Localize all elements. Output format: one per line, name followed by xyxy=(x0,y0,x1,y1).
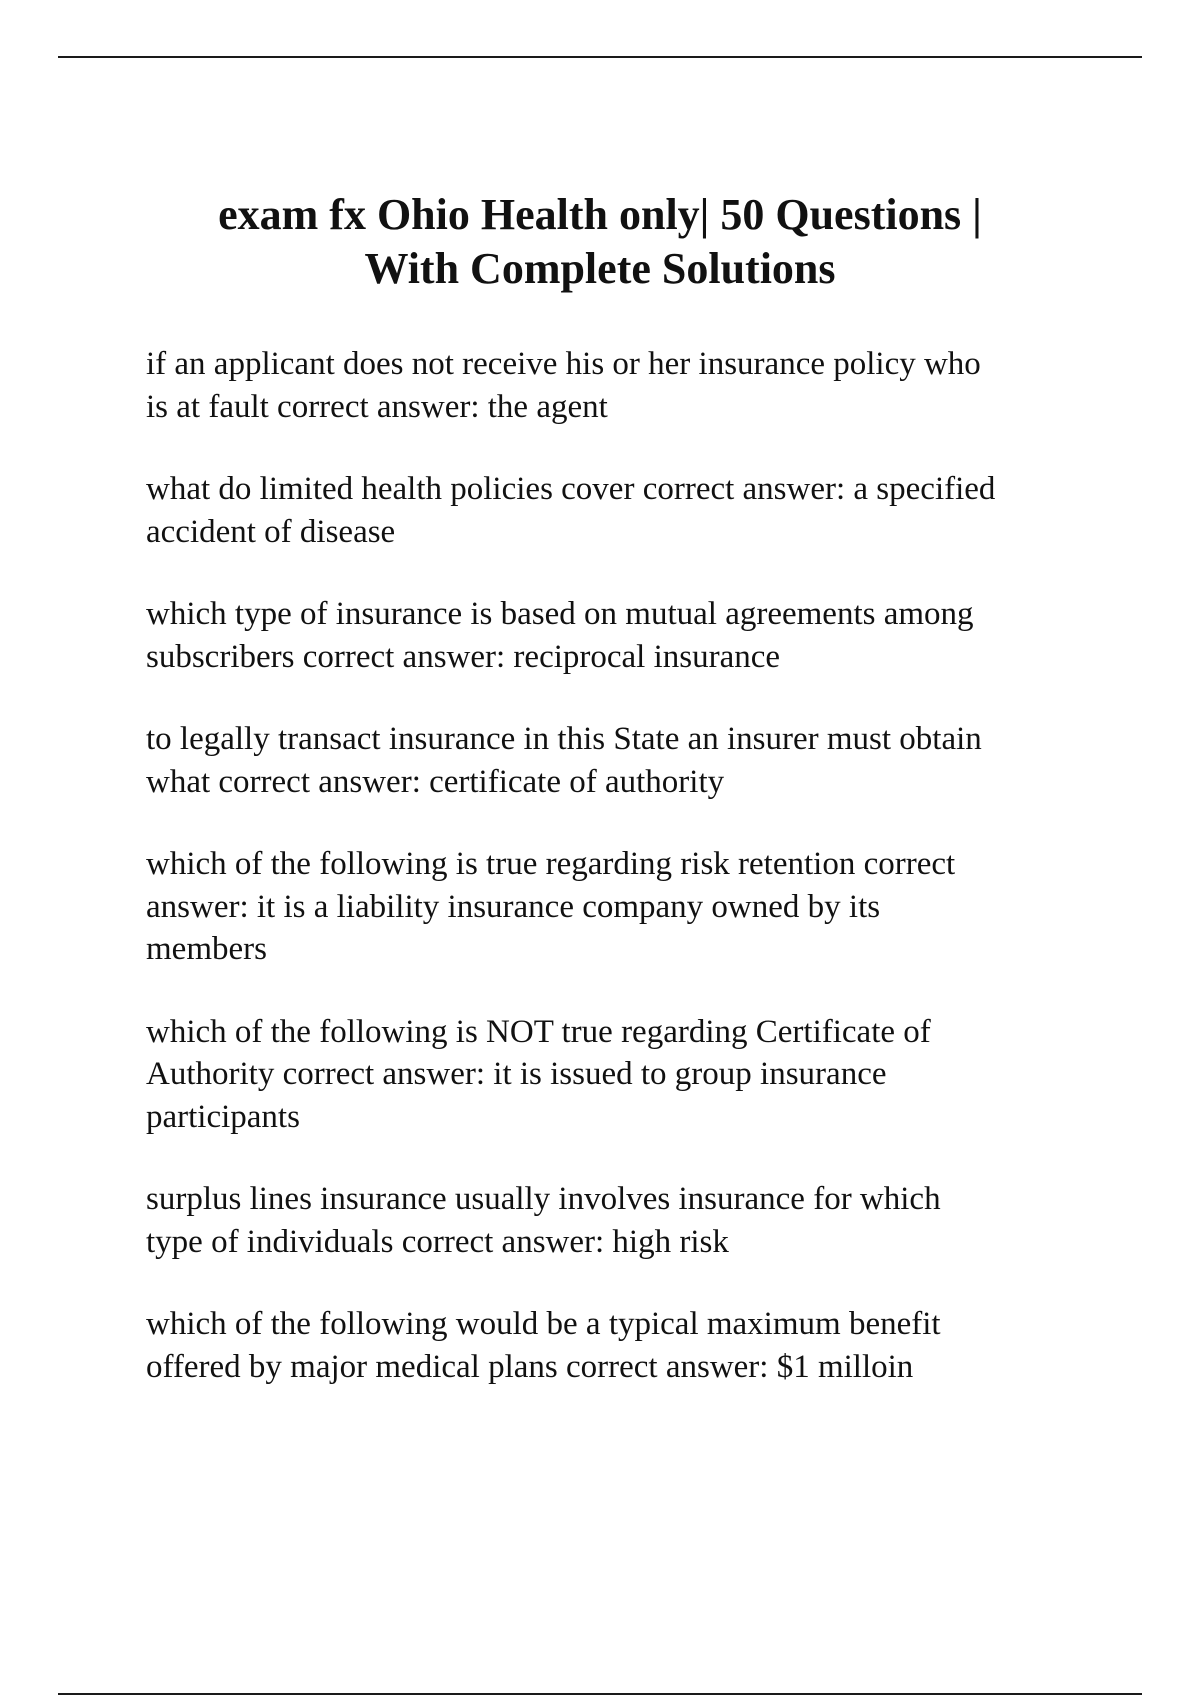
qa-line: which of the following is NOT true regarding Certificate of xyxy=(146,1013,931,1050)
qa-line: answer: it is a liability insurance company owned by its xyxy=(146,888,881,925)
question-answer-list xyxy=(146,343,1106,1428)
title-line: exam fx Ohio Health only| 50 Questions | xyxy=(218,190,982,239)
bottom-rule xyxy=(58,1693,1142,1695)
qa-line: Authority correct answer: it is issued to group insurance xyxy=(146,1056,887,1092)
document-title xyxy=(100,188,1100,296)
qa-item-4 xyxy=(146,718,1106,803)
qa-line: is at fault correct answer: the agent xyxy=(146,388,608,425)
qa-item-5 xyxy=(146,843,1106,971)
qa-line: type of individuals correct answer: high risk xyxy=(146,1223,729,1260)
qa-line: subscribers correct answer: reciprocal insurance xyxy=(146,638,781,675)
qa-line: what do limited health policies cover correct answer: a specified xyxy=(146,471,996,507)
title-line: With Complete Solutions xyxy=(364,244,836,293)
qa-line: which type of insurance is based on mutual agreements among xyxy=(146,596,974,632)
qa-line: participants xyxy=(146,1098,300,1135)
qa-line: to legally transact insurance in this State an insurer must obtain xyxy=(146,721,982,757)
qa-line: members xyxy=(146,931,267,967)
qa-item-2 xyxy=(146,468,1106,553)
qa-line: which of the following is true regarding risk retention correct xyxy=(146,846,956,882)
qa-item-7 xyxy=(146,1178,1106,1263)
qa-line: surplus lines insurance usually involves insurance for which xyxy=(146,1181,941,1217)
qa-item-3 xyxy=(146,593,1106,678)
qa-line: what correct answer: certificate of authority xyxy=(146,763,725,800)
qa-line: which of the following would be a typical maximum benefit xyxy=(146,1306,941,1342)
qa-line: offered by major medical plans correct answer: $1 milloin xyxy=(146,1348,914,1385)
qa-item-6 xyxy=(146,1011,1106,1139)
qa-item-8 xyxy=(146,1303,1106,1388)
top-rule xyxy=(58,56,1142,58)
qa-line: accident of disease xyxy=(146,513,396,550)
qa-line: if an applicant does not receive his or her insurance policy who xyxy=(146,346,981,382)
qa-item-1 xyxy=(146,343,1106,428)
